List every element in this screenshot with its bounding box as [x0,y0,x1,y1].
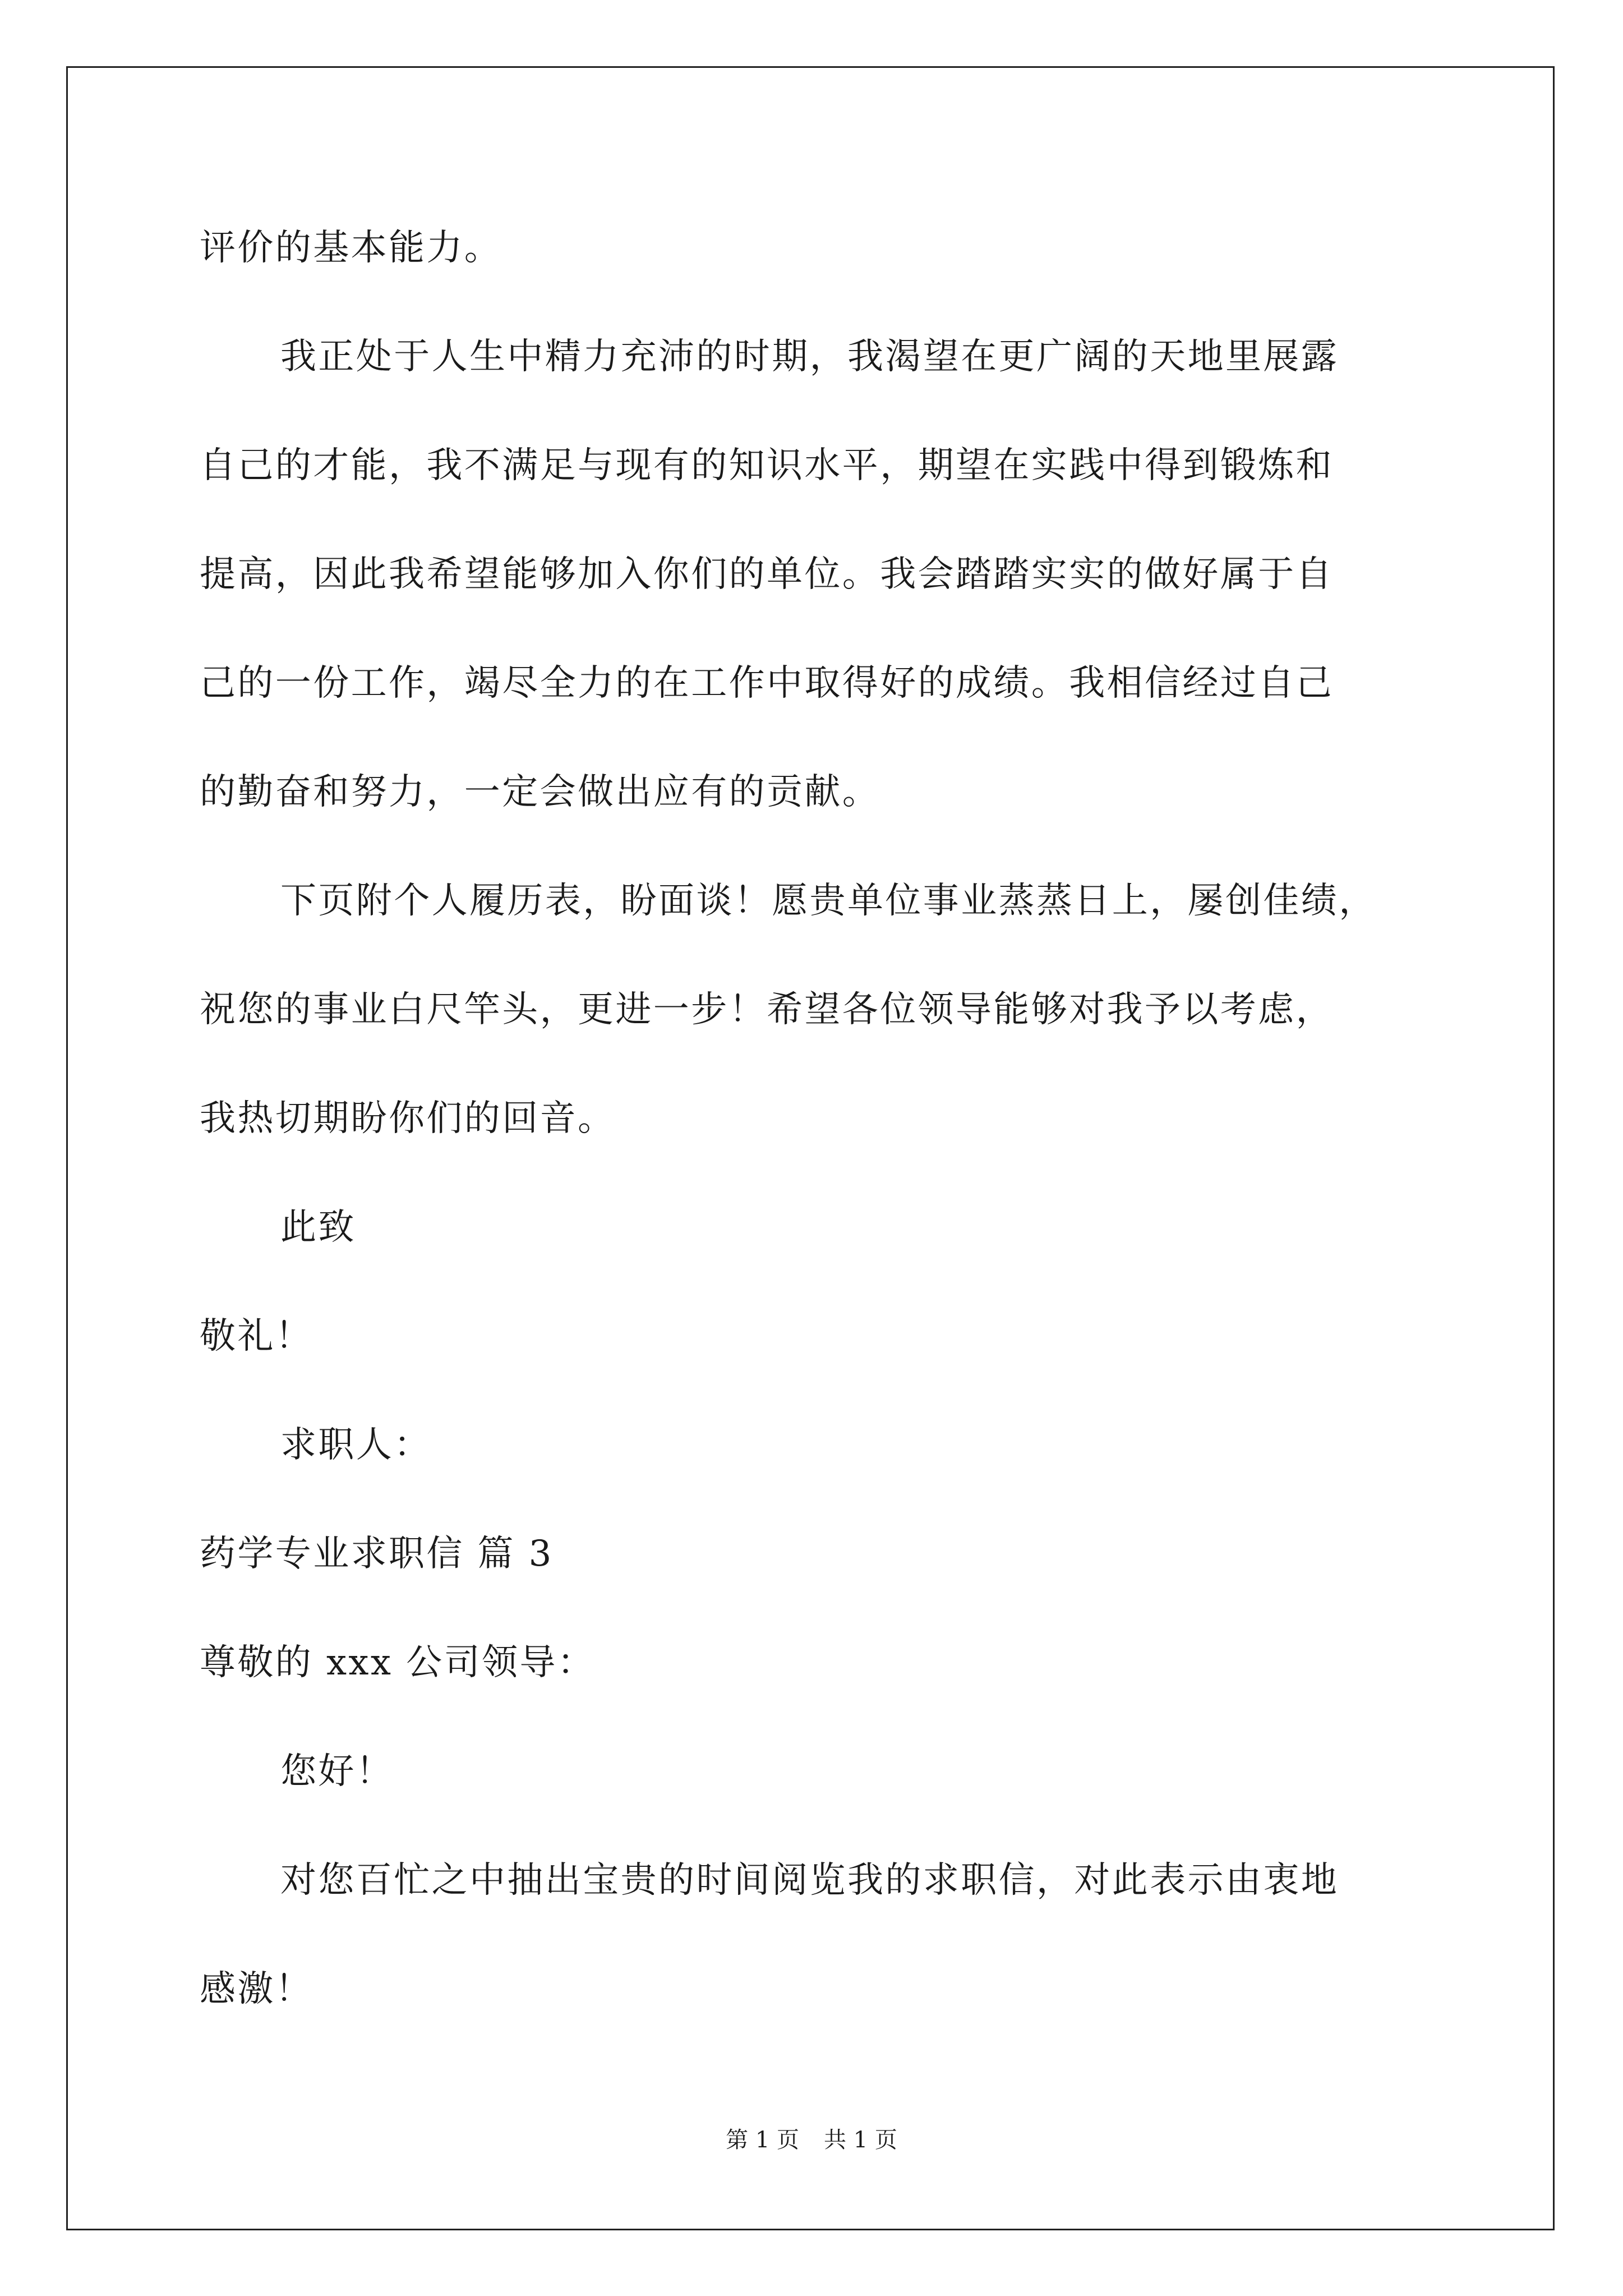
text-line: 我正处于人生中精力充沛的时期，我渴望在更广阔的天地里展露 [280,336,1339,378]
page-frame [66,66,1555,2230]
page-number-current: 第 1 页 [726,2127,799,2153]
text-line: 己的一份工作，竭尽全力的在工作中取得好的成绩。我相信经过自己 [200,662,1334,704]
section-heading: 药学专业求职信 篇 3 [200,1533,554,1575]
text-line: 感激！ [200,1968,313,2010]
salutation: 尊敬的 xxx 公司领导： [200,1642,596,1683]
text-line: 我热切期盼你们的回音。 [200,1098,616,1139]
text-line: 您好！ [280,1751,394,1792]
text-line: 求职人： [280,1424,432,1466]
text-line: 对您百忙之中抽出宝贵的时间阅览我的求职信，对此表示由衷地 [280,1860,1339,1901]
text-line: 自己的才能，我不满足与现有的知识水平，期望在实践中得到锻炼和 [200,445,1334,486]
text-line: 祝您的事业白尺竿头，更进一步！希望各位领导能够对我予以考虑， [200,989,1334,1030]
page-number-total: 共 1 页 [824,2127,897,2153]
text-line: 的勤奋和努力，一定会做出应有的贡献。 [200,771,880,813]
text-line: 评价的基本能力。 [200,227,502,269]
page-footer [0,2126,1623,2154]
text-line: 提高，因此我希望能够加入你们的单位。我会踏踏实实的做好属于自 [200,554,1334,595]
text-line: 此致 [280,1207,356,1248]
text-line: 下页附个人履历表，盼面谈！愿贵单位事业蒸蒸日上，屡创佳绩， [280,880,1377,922]
text-line: 敬礼！ [200,1315,313,1357]
